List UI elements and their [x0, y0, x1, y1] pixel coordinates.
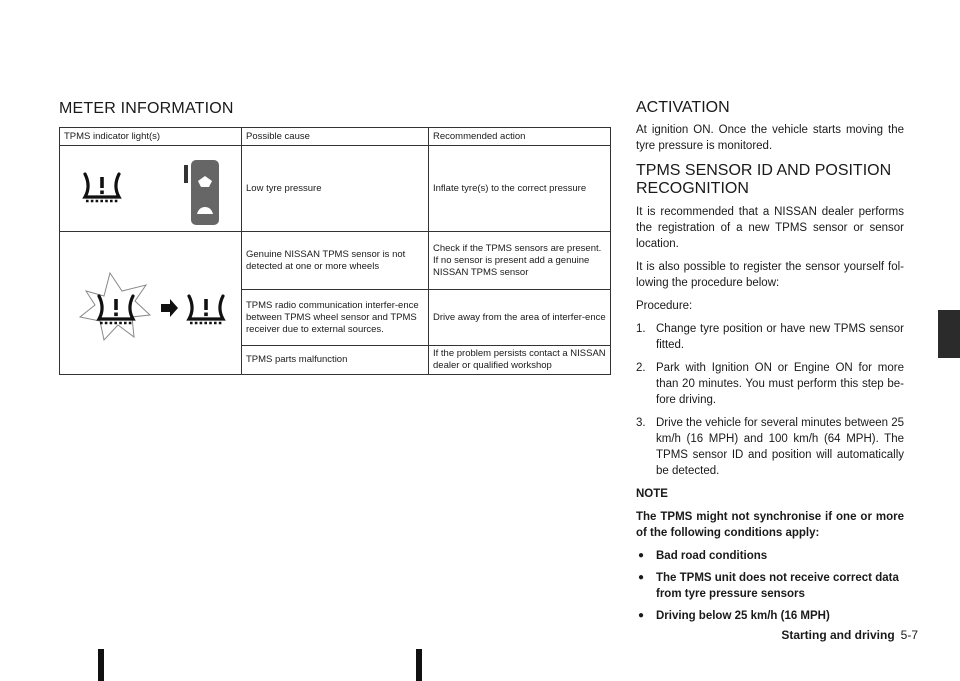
indicator-cell-flashing	[60, 232, 242, 375]
table-row	[60, 232, 611, 290]
page-number: 5-7	[900, 628, 918, 642]
action-cell: Drive away from the area of interfer-ence	[429, 290, 611, 346]
table-header-row	[60, 128, 611, 146]
note-label: NOTE	[636, 488, 668, 500]
footer-section-title: Starting and driving	[781, 628, 895, 642]
action-cell: Inflate tyre(s) to the correct pressure	[429, 146, 611, 232]
indicator-cell-low-pressure	[60, 146, 242, 232]
cause-cell: Genuine NISSAN TPMS sensor is not detected at one or more wheels	[242, 232, 429, 290]
column-header-indicator: TPMS indicator light(s)	[60, 128, 242, 146]
step-number: 3.	[636, 417, 646, 429]
step-number: 1.	[636, 323, 646, 335]
cause-cell: TPMS parts malfunction	[242, 346, 429, 375]
crop-mark	[98, 649, 104, 681]
cause-cell: TPMS radio communication interfer-ence between TPMS wheel sensor and TPMS receiver due to external sources.	[242, 290, 429, 346]
step-text: Park with Ignition ON or Engine ON for more than 20 minutes. You must perform this step be-fore driving.	[656, 362, 904, 406]
step-text: Change tyre position or have new TPMS sensor fitted.	[656, 323, 904, 351]
column-header-action: Recommended action	[429, 128, 611, 146]
right-column	[636, 100, 904, 630]
cause-cell: Low tyre pressure	[242, 146, 429, 232]
action-line: Check if the TPMS sensors are present.	[433, 242, 602, 254]
arrow-right-icon	[161, 299, 178, 317]
low-pressure-indicators	[60, 146, 241, 231]
paragraph: It is recommended that a NISSAN dealer performs the registration of a new TPMS sensor or sensor location.	[636, 206, 904, 250]
tyre-position-display-icon	[184, 160, 219, 225]
action-cell	[429, 232, 611, 290]
note-text: The TPMS might not synchronise if one or more of the following conditions apply:	[636, 511, 904, 539]
action-line: If no sensor is present add a genuine NISSAN TPMS sensor	[433, 254, 590, 278]
crop-mark	[416, 649, 422, 681]
activation-text: At ignition ON. Once the vehicle starts moving the tyre pressure is monitored.	[636, 124, 904, 152]
procedure-steps	[636, 321, 904, 479]
section-heading-meter-information: METER INFORMATION	[59, 100, 234, 117]
tpms-warning-icon	[85, 174, 119, 201]
chapter-tab-marker	[938, 310, 960, 358]
tpms-indicator-table	[59, 127, 611, 375]
tpms-warning-icon	[189, 296, 223, 323]
step-text: Drive the vehicle for several minutes between 25 km/h (16 MPH) and 100 km/h (64 MPH). The TPMS sensor ID and position will automatically be detected.	[656, 417, 905, 477]
list-item	[636, 360, 904, 408]
page-footer	[781, 628, 918, 642]
list-item: ● The TPMS unit does not receive correct data from tyre pressure sensors	[636, 570, 904, 602]
list-item	[636, 415, 904, 479]
list-item	[636, 321, 904, 353]
condition-list	[636, 548, 904, 624]
section-heading-activation: ACTIVATION	[636, 99, 730, 116]
paragraph: It is also possible to register the sensor yourself fol-lowing the procedure below:	[636, 261, 904, 289]
step-number: 2.	[636, 362, 646, 374]
list-item: ● Bad road conditions	[636, 548, 904, 564]
procedure-label: Procedure:	[636, 300, 693, 312]
list-item: ● Driving below 25 km/h (16 MPH)	[636, 608, 904, 624]
table-row	[60, 146, 611, 232]
action-cell: If the problem persists contact a NISSAN dealer or qualified workshop	[429, 346, 611, 375]
column-header-cause: Possible cause	[242, 128, 429, 146]
section-heading-sensor-recognition: TPMS SENSOR ID AND POSITION RECOGNITION	[636, 162, 892, 197]
flashing-to-steady-indicators	[60, 233, 241, 373]
